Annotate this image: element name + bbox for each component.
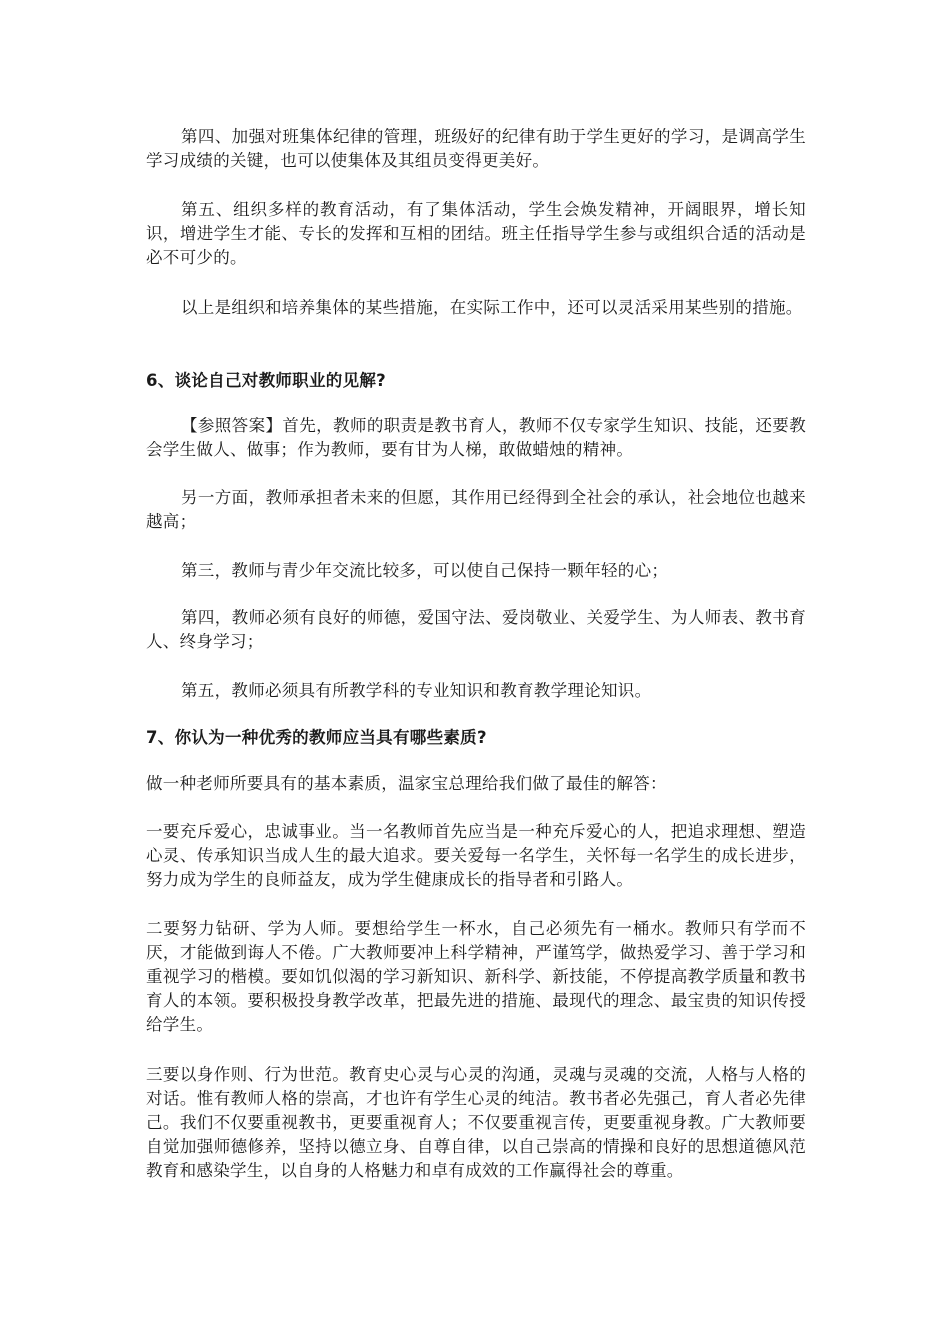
question-7-heading: 7、你认为一种优秀的教师应当具有哪些素质? xyxy=(146,728,487,747)
paragraph-reference-answer: 【参照答案】首先，教师的职责是教书育人，教师不仅专家学生知识、技能，还要教会学生做人、做事；作为教师，要有甘为人梯，敢做蜡烛的精神。 xyxy=(146,416,806,459)
paragraph-class-discipline: 第四、加强对班集体纪律的管理，班级好的纪律有助于学生更好的学习，是调高学生学习成绩的关键，也可以使集体及其组员变得更美好。 xyxy=(146,127,806,170)
paragraph-fourth-ethics: 第四，教师必须有良好的师德，爱国守法、爱岗敬业、关爱学生、为人师表、教书育人、终身学习； xyxy=(146,608,806,651)
question-6-heading: 6、谈论自己对教师职业的见解? xyxy=(146,371,387,390)
paragraph-education-activities: 第五、组织多样的教育活动，有了集体活动，学生会焕发精神，开阔眼界，增长知识，增进学生才能、专长的发挥和互相的团结。班主任指导学生参与或组织合适的活动是必不可少的。 xyxy=(146,200,806,267)
paragraph-study-hard: 二要努力钻研、学为人师。要想给学生一杯水，自己必须先有一桶水。教师只有学而不厌，才能做到诲人不倦。广大教师要冲上科学精神，严谨笃学，做热爱学习、善于学习和重视学习的楷模。要如饥似渴的学习新知识、新科学、新技能，不停提高教学质量和教书育人的本领。要积极投身教学改革，把最先进的措施、最现代的理念、最宝贵的知识传授给学生。 xyxy=(146,919,806,1034)
paragraph-lead-by-example: 三要以身作则、行为世范。教育史心灵与心灵的沟通，灵魂与灵魂的交流，人格与人格的对话。惟有教师人格的崇高，才也许有学生心灵的纯洁。教书者必先强己，育人者必先律己。我们不仅要重视教书，更要重视育人；不仅要重视言传，更要重视身教。广大教师要自觉加强师德修养，坚持以德立身、自尊自律，以自己崇高的情操和良好的思想道德风范教育和感染学生，以自身的人格魅力和卓有成效的工作赢得社会的尊重。 xyxy=(146,1065,806,1180)
paragraph-basic-qualities: 做一种老师所要具有的基本素质，温家宝总理给我们做了最佳的解答： xyxy=(146,774,667,793)
paragraph-third-youth: 第三，教师与青少年交流比较多，可以使自己保持一颗年轻的心； xyxy=(181,561,669,580)
paragraph-love-career: 一要充斥爱心，忠诚事业。当一名教师首先应当是一种充斥爱心的人，把追求理想、塑造心灵、传承知识当成人生的最大追求。要关爱每一名学生，关怀每一名学生的成长进步，努力成为学生的良师益友，成为学生健康成长的指导者和引路人。 xyxy=(146,822,806,889)
paragraph-measures-summary: 以上是组织和培养集体的某些措施，在实际工作中，还可以灵活采用某些别的措施。 xyxy=(181,298,803,317)
paragraph-fifth-knowledge: 第五，教师必须具有所教学科的专业知识和教育教学理论知识。 xyxy=(181,681,652,700)
paragraph-teacher-hope: 另一方面，教师承担者未来的但愿，其作用已经得到全社会的承认，社会地位也越来越高； xyxy=(146,488,806,531)
